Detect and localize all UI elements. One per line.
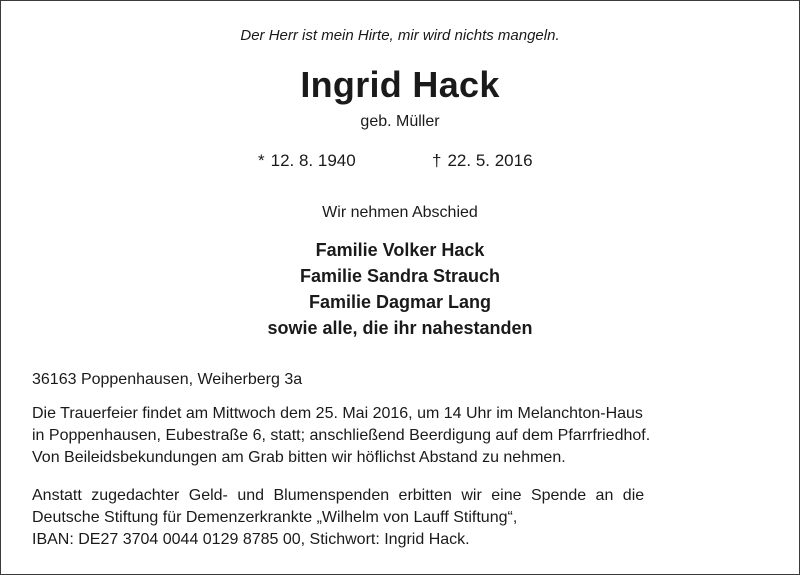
ceremony-line: in Poppenhausen, Eubestraße 6, statt; anschließend Beerdigung auf dem Pfarrfriedhof. xyxy=(32,427,651,444)
death-date-group xyxy=(432,151,533,171)
birth-date-group xyxy=(258,151,356,171)
ceremony-line: Von Beileidsbekundungen am Grab bitten wir höflichst Abstand zu nehmen. xyxy=(32,449,566,466)
donation-line: Deutsche Stiftung für Demenzerkrankte „Wilhelm von Lauff Stiftung“, xyxy=(32,509,518,526)
life-dates xyxy=(0,151,800,173)
family-address: 36163 Poppenhausen, Weiherberg 3a xyxy=(32,371,303,388)
donation-line: IBAN: DE27 3704 0044 0129 8785 00, Stichwort: Ingrid Hack. xyxy=(32,531,470,548)
farewell-text: Wir nehmen Abschied xyxy=(322,204,478,221)
ceremony-line: Die Trauerfeier findet am Mittwoch dem 25. Mai 2016, um 14 Uhr im Melanchton-Haus xyxy=(32,405,643,422)
birth-date: 12. 8. 1940 xyxy=(270,151,356,170)
donation-info xyxy=(32,485,772,551)
ceremony-info xyxy=(32,403,772,469)
death-cross-icon: † xyxy=(432,151,442,170)
bible-verse: Der Herr ist mein Hirte, mir wird nichts mangeln. xyxy=(240,27,560,44)
mourner-family: Familie Sandra Strauch xyxy=(299,266,501,286)
mourner-family: Familie Dagmar Lang xyxy=(308,292,492,312)
donation-line: Anstatt zugedachter Geld- und Blumenspenden erbitten wir eine Spende an die xyxy=(32,487,645,504)
mourner-others: sowie alle, die ihr nahestanden xyxy=(267,318,533,338)
mourner-family: Familie Volker Hack xyxy=(315,240,485,260)
birth-star-icon: * xyxy=(258,151,265,170)
deceased-name: Ingrid Hack xyxy=(300,64,500,105)
maiden-name: geb. Müller xyxy=(360,113,440,130)
death-date: 22. 5. 2016 xyxy=(447,151,533,170)
